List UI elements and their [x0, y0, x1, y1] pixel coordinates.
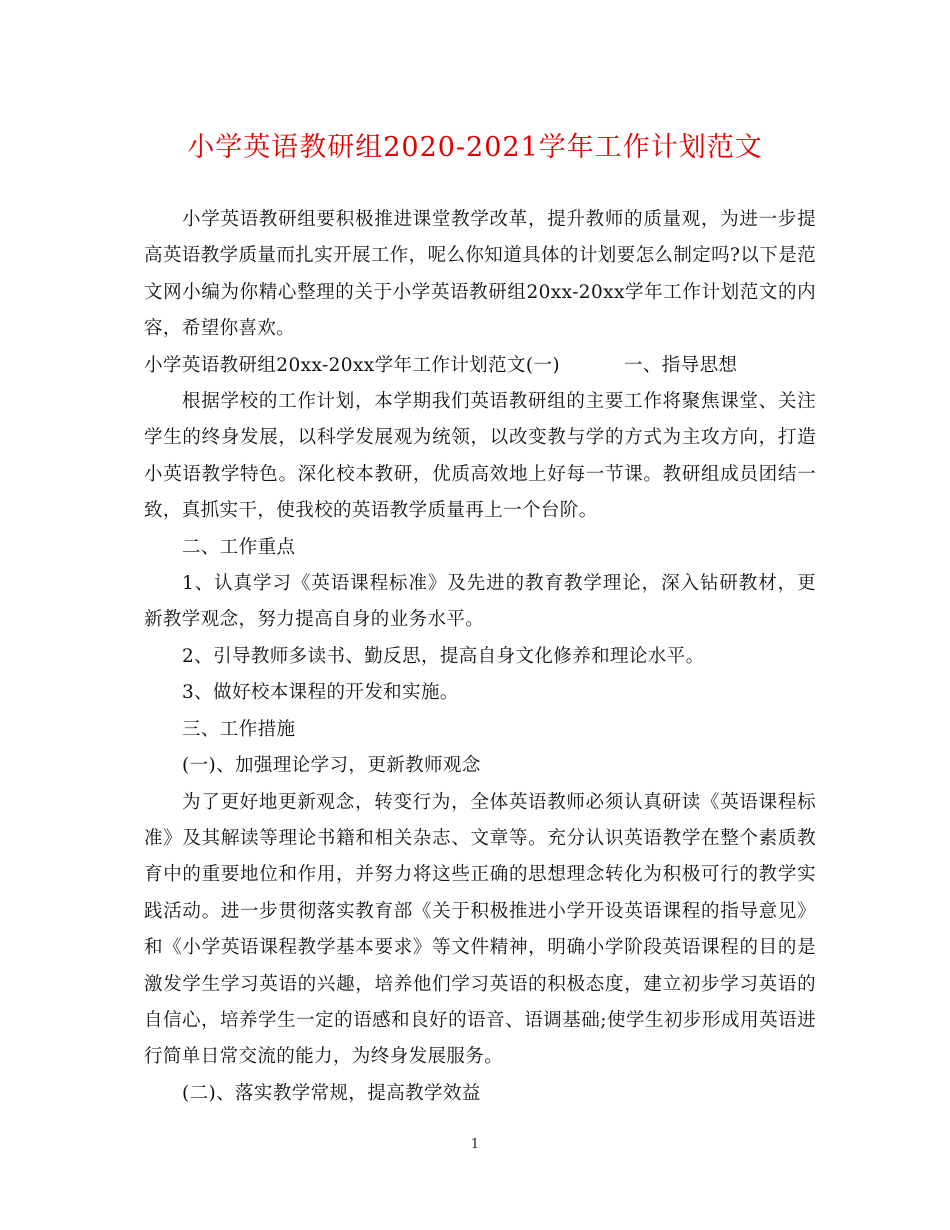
measure-1-paragraph: 为了更好地更新观念，转变行为，全体英语教师必须认真研读《英语课程标准》及其解读等理论书籍和相关杂志、文章等。充分认识英语教学在整个素质教育中的重要地位和作用，并努力将这些正确的思想理念转化为积极可行的教学实践活动。进一步贯彻落实教育部《关于积极推进小学开设英语课程的指导意见》和《小学英语课程教学基本要求》等文件精神，明确小学阶段英语课程的目的是激发学生学习英语的兴趣，培养他们学习英语的积极态度，建立初步学习英语的自信心，培养学生一定的语感和良好的语音、语调基础;使学生初步形成用英语进行简单日常交流的能力，为终身发展服务。	[144, 791, 816, 1068]
focus-item-1: 1、认真学习《英语课程标准》及先进的教育教学理论，深入钻研教材，更新教学观念，努力提高自身的业务水平。	[144, 573, 816, 631]
guiding-paragraph: 根据学校的工作计划，本学期我们英语教研组的主要工作将聚焦课堂、关注学生的终身发展，以科学发展观为统领，以改变教与学的方式为主攻方向，打造小英语教学特色。深化校本教研，优质高效地上好每一节课。教研组成员团结一致，真抓实干，使我校的英语教学质量再上一个台阶。	[144, 391, 816, 522]
section-heading-measures: 三、工作措施	[182, 718, 296, 740]
plan-subtitle: 小学英语教研组20xx-20xx学年工作计划范文(一)	[144, 354, 560, 376]
section-heading-focus: 二、工作重点	[182, 536, 296, 558]
page-number: 1	[470, 1137, 480, 1152]
subtitle-line	[144, 348, 816, 384]
measure-1-heading: (一)、加强理论学习，更新教师观念	[182, 755, 481, 777]
focus-item-2: 2、引导教师多读书、勤反思，提高自身文化修养和理论水平。	[182, 645, 705, 667]
document-body	[144, 202, 816, 1112]
section-heading-guiding: 一、指导思想	[623, 354, 738, 376]
focus-item-3: 3、做好校本课程的开发和实施。	[182, 682, 459, 704]
intro-paragraph: 小学英语教研组要积极推进课堂教学改革，提升教师的质量观，为进一步提高英语教学质量而扎实开展工作，呢么你知道具体的计划要怎么制定吗?以下是范文网小编为你精心整理的关于小学英语教研组20xx-20xx学年工作计划范文的内容，希望你喜欢。	[144, 209, 816, 340]
document-title: 小学英语教研组2020-2021学年工作计划范文	[187, 132, 763, 163]
measure-2-heading: (二)、落实教学常规，提高教学效益	[182, 1082, 481, 1104]
